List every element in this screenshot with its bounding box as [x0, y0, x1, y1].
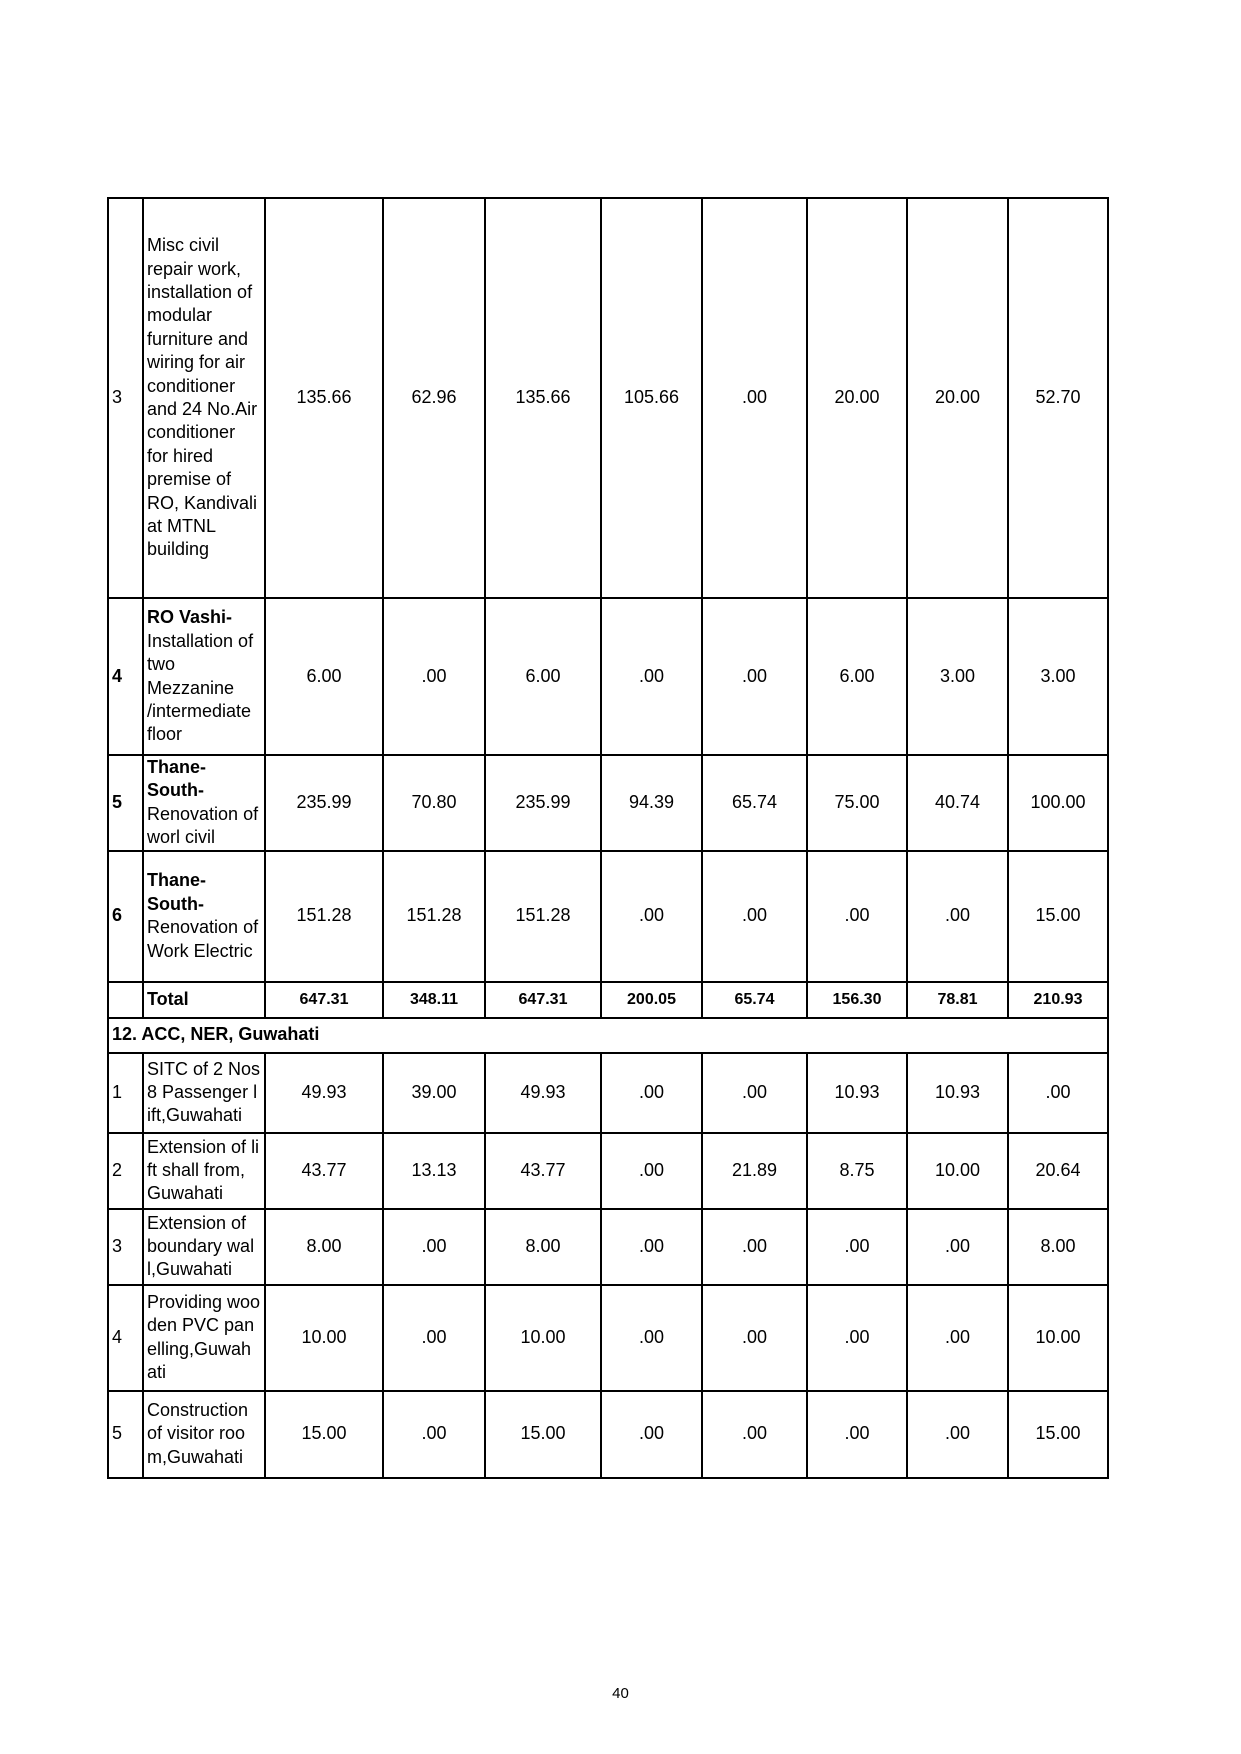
value-cell: 3.00 — [907, 598, 1008, 755]
work-description: Extension of lift shall from, Guwahati — [143, 1133, 265, 1209]
value-cell: 100.00 — [1008, 755, 1108, 851]
value-cell: 10.00 — [907, 1133, 1008, 1209]
value-cell: 15.00 — [265, 1391, 383, 1478]
value-cell: 21.89 — [702, 1133, 807, 1209]
total-value: 78.81 — [907, 982, 1008, 1018]
table-row — [108, 1133, 1108, 1209]
table-row — [108, 1285, 1108, 1391]
value-cell: .00 — [907, 851, 1008, 982]
location-title: Thane-South- — [147, 870, 207, 914]
value-cell: 70.80 — [383, 755, 485, 851]
value-cell: 6.00 — [807, 598, 907, 755]
serial-number-empty — [108, 982, 143, 1018]
value-cell: 62.96 — [383, 198, 485, 598]
section-1-body — [108, 198, 1108, 1018]
value-cell: 10.00 — [1008, 1285, 1108, 1391]
value-cell: 15.00 — [1008, 1391, 1108, 1478]
value-cell: 13.13 — [383, 1133, 485, 1209]
value-cell: 151.28 — [383, 851, 485, 982]
total-value: 65.74 — [702, 982, 807, 1018]
value-cell: .00 — [383, 1209, 485, 1285]
value-cell: 43.77 — [485, 1133, 601, 1209]
work-description — [143, 755, 265, 851]
value-cell: 6.00 — [485, 598, 601, 755]
serial-number: 6 — [108, 851, 143, 982]
value-cell: 49.93 — [265, 1053, 383, 1133]
serial-number: 1 — [108, 1053, 143, 1133]
value-cell: 40.74 — [907, 755, 1008, 851]
value-cell: .00 — [601, 598, 702, 755]
value-cell: .00 — [601, 1133, 702, 1209]
value-cell: 43.77 — [265, 1133, 383, 1209]
value-cell: 8.75 — [807, 1133, 907, 1209]
value-cell: 8.00 — [485, 1209, 601, 1285]
section-2-body — [108, 1018, 1108, 1478]
value-cell: 6.00 — [265, 598, 383, 755]
page-number: 40 — [612, 1685, 629, 1702]
location-title: RO Vashi- — [147, 607, 233, 628]
description-text: Misc civil repair work, installation of modular furniture and wiring for air conditioner and 24 No.Air conditioner for hired premise of RO, Kandivali at MTNL building — [147, 235, 258, 560]
table-row — [108, 598, 1108, 755]
table-row — [108, 1053, 1108, 1133]
value-cell: 135.66 — [485, 198, 601, 598]
value-cell: 151.28 — [485, 851, 601, 982]
value-cell: 8.00 — [1008, 1209, 1108, 1285]
serial-number: 2 — [108, 1133, 143, 1209]
value-cell: 52.70 — [1008, 198, 1108, 598]
value-cell: .00 — [807, 1209, 907, 1285]
total-value: 156.30 — [807, 982, 907, 1018]
value-cell: 10.93 — [807, 1053, 907, 1133]
serial-number: 5 — [108, 1391, 143, 1478]
work-description: Providing wooden PVC panelling,Guwahati — [143, 1285, 265, 1391]
value-cell: 235.99 — [265, 755, 383, 851]
work-description — [143, 198, 265, 598]
value-cell: .00 — [702, 1053, 807, 1133]
value-cell: .00 — [601, 1391, 702, 1478]
value-cell: .00 — [807, 1391, 907, 1478]
value-cell: 20.00 — [807, 198, 907, 598]
value-cell: 235.99 — [485, 755, 601, 851]
value-cell: .00 — [702, 1285, 807, 1391]
value-cell: 20.00 — [907, 198, 1008, 598]
value-cell: .00 — [601, 1209, 702, 1285]
value-cell: 65.74 — [702, 755, 807, 851]
value-cell: 10.93 — [907, 1053, 1008, 1133]
table-row — [108, 851, 1108, 982]
total-row — [108, 982, 1108, 1018]
value-cell: 3.00 — [1008, 598, 1108, 755]
serial-number: 5 — [108, 755, 143, 851]
value-cell: .00 — [601, 1285, 702, 1391]
value-cell: 15.00 — [485, 1391, 601, 1478]
value-cell: 10.00 — [485, 1285, 601, 1391]
value-cell: .00 — [907, 1391, 1008, 1478]
value-cell: .00 — [383, 1391, 485, 1478]
work-description: SITC of 2 Nos 8 Passenger lift,Guwahati — [143, 1053, 265, 1133]
section-heading-row — [108, 1018, 1108, 1053]
total-value: 348.11 — [383, 982, 485, 1018]
value-cell: .00 — [601, 1053, 702, 1133]
value-cell: 135.66 — [265, 198, 383, 598]
value-cell: .00 — [702, 851, 807, 982]
value-cell: .00 — [383, 598, 485, 755]
serial-number: 3 — [108, 198, 143, 598]
value-cell: 151.28 — [265, 851, 383, 982]
total-value: 210.93 — [1008, 982, 1108, 1018]
value-cell: 39.00 — [383, 1053, 485, 1133]
serial-number: 3 — [108, 1209, 143, 1285]
works-table — [107, 197, 1109, 1479]
table-row — [108, 755, 1108, 851]
work-description: Extension of boundary wall,Guwahati — [143, 1209, 265, 1285]
value-cell: 15.00 — [1008, 851, 1108, 982]
serial-number: 4 — [108, 598, 143, 755]
total-label: Total — [143, 982, 265, 1018]
description-text: Installation of two Mezzanine /intermediate floor — [147, 630, 254, 745]
work-description — [143, 598, 265, 755]
description-text: Renovation of worl civil — [147, 803, 259, 848]
value-cell: 10.00 — [265, 1285, 383, 1391]
value-cell: .00 — [702, 598, 807, 755]
value-cell: .00 — [907, 1285, 1008, 1391]
work-description: Construction of visitor room,Guwahati — [143, 1391, 265, 1478]
value-cell: .00 — [907, 1209, 1008, 1285]
value-cell: .00 — [807, 1285, 907, 1391]
location-title: Thane-South- — [147, 757, 207, 801]
value-cell: .00 — [383, 1285, 485, 1391]
value-cell: 105.66 — [601, 198, 702, 598]
table-row — [108, 1391, 1108, 1478]
value-cell: .00 — [601, 851, 702, 982]
value-cell: 94.39 — [601, 755, 702, 851]
value-cell: 49.93 — [485, 1053, 601, 1133]
work-description — [143, 851, 265, 982]
value-cell: .00 — [702, 1391, 807, 1478]
section-heading: 12. ACC, NER, Guwahati — [108, 1018, 1108, 1053]
value-cell: 8.00 — [265, 1209, 383, 1285]
description-text: Renovation of Work Electric — [147, 917, 259, 961]
total-value: 647.31 — [265, 982, 383, 1018]
table-row — [108, 198, 1108, 598]
total-value: 647.31 — [485, 982, 601, 1018]
total-value: 200.05 — [601, 982, 702, 1018]
value-cell: .00 — [807, 851, 907, 982]
value-cell: .00 — [702, 1209, 807, 1285]
serial-number: 4 — [108, 1285, 143, 1391]
value-cell: .00 — [702, 198, 807, 598]
value-cell: 75.00 — [807, 755, 907, 851]
value-cell: 20.64 — [1008, 1133, 1108, 1209]
value-cell: .00 — [1008, 1053, 1108, 1133]
table-row — [108, 1209, 1108, 1285]
